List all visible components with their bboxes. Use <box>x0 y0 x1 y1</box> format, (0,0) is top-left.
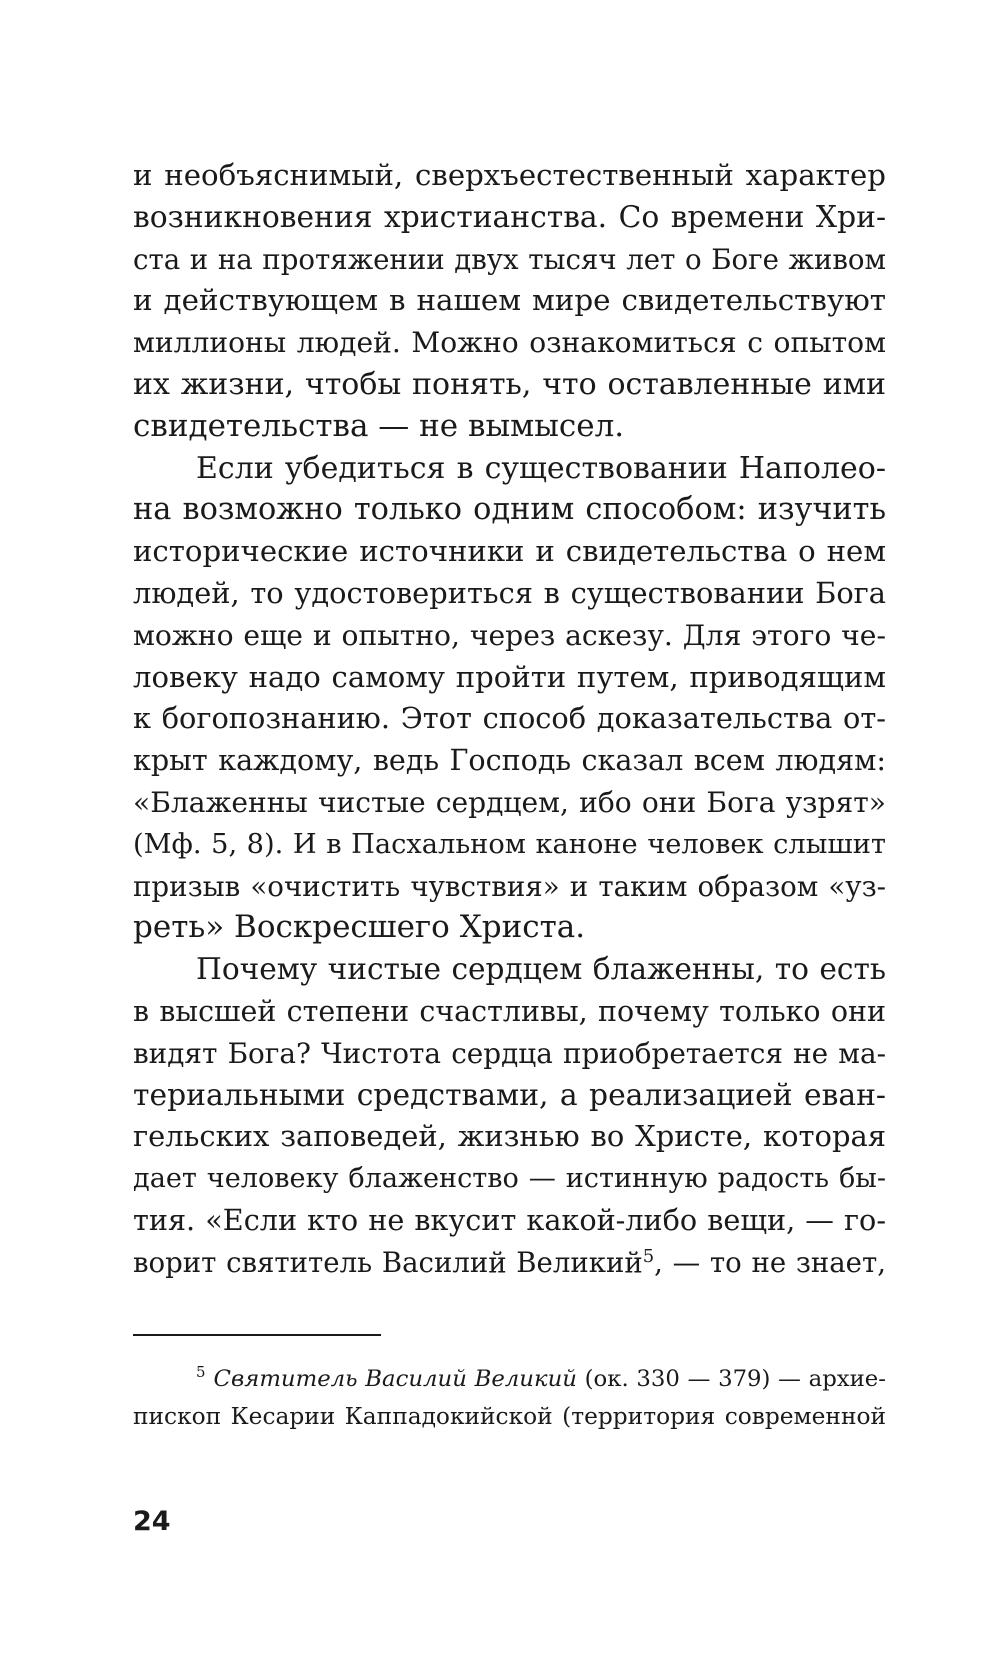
text-line: крыт каждому, ведь Господь сказал всем людям: <box>133 743 886 778</box>
footnote-line: пископ Кесарии Каппадокийской (территория современной <box>133 1403 886 1430</box>
footnote-name: Святитель Василий Великий <box>213 1366 577 1392</box>
text-line: в высшей степени счастливы, почему только они <box>133 994 886 1028</box>
text-line: и действующем в нашем мире свидетельствуют <box>133 283 886 318</box>
text-line: к богопознанию. Этот способ доказательства от- <box>133 701 886 736</box>
text-line: гельских заповедей, жизнью во Христе, которая <box>133 1119 886 1154</box>
footnote-text: (ок. 330 — 379) — архие- <box>576 1366 886 1392</box>
page-number: 24 <box>133 1506 171 1537</box>
text-line: тия. «Если кто не вкусит какой-либо вещи, — го- <box>133 1202 886 1237</box>
text-line: ста и на протяжении двух тысяч лет о Боге живом <box>133 242 886 276</box>
text-line: видят Бога? Чистота сердца приобретается не ма- <box>133 1036 886 1070</box>
text-line: ловеку надо самому пройти путем, приводящим <box>133 659 886 694</box>
main-text <box>133 155 886 1284</box>
text-line: Если убедиться в существовании Наполео- <box>196 450 886 486</box>
text-line: дает человеку блаженство — истинную радость бы- <box>133 1163 886 1195</box>
text-line: териальными средствами, а реализацией еван- <box>133 1077 886 1113</box>
footnote <box>133 1361 886 1435</box>
text-line: можно еще и опытно, через аскезу. Для этого че- <box>133 618 886 652</box>
text-line: исторические источники и свидетельства о нем <box>133 534 886 569</box>
text-fragment: ворит святитель Василий Великий <box>133 1245 643 1279</box>
text-line: миллионы людей. Можно ознакомиться с опытом <box>133 326 886 360</box>
footnote-number: 5 <box>196 1363 206 1382</box>
text-line: призыв «очистить чувствия» и таким образом «уз- <box>133 869 886 903</box>
text-line: «Блаженны чистые сердцем, ибо они Бога узрят» <box>133 785 886 819</box>
footnote-separator <box>133 1334 381 1336</box>
text-line: их жизни, чтобы понять, что оставленные ими <box>133 366 886 402</box>
text-fragment: , — то не знает, <box>654 1245 886 1279</box>
text-line-with-footnote-ref <box>133 1242 886 1284</box>
text-line: реть» Воскресшего Христа. <box>133 909 586 946</box>
text-line: свидетельства — не вымысел. <box>133 407 625 444</box>
text-line: возникновения христианства. Со времени Хри- <box>133 199 886 235</box>
text-line: людей, то удостовериться в существовании Бога <box>133 575 886 610</box>
text-line: и необъяснимый, сверхъестественный характер <box>133 158 886 192</box>
text-line: (Мф. 5, 8). И в Пасхальном каноне человек слышит <box>133 828 886 860</box>
footnote-line <box>133 1361 886 1398</box>
footnote-reference: 5 <box>642 1245 655 1267</box>
text-line: на возможно только одним способом: изучить <box>133 492 886 528</box>
text-line: Почему чистые сердцем блаженны, то есть <box>196 952 886 987</box>
